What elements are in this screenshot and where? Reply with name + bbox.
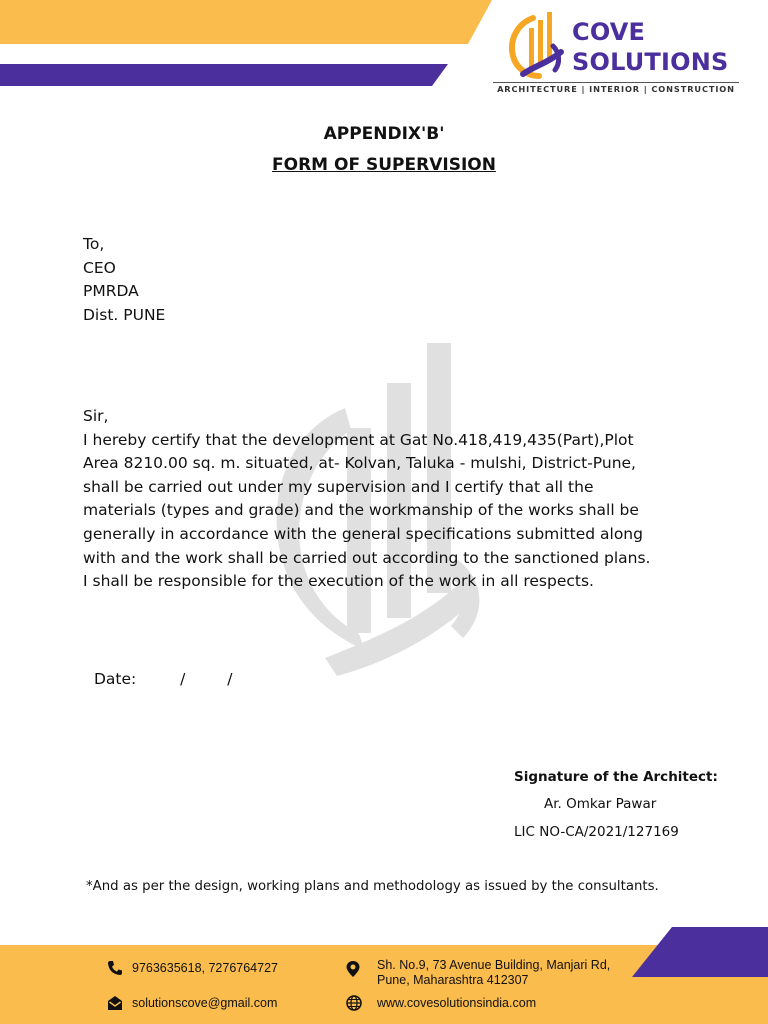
body-line: materials (types and grade) and the workmanship of the works shall be	[83, 501, 639, 520]
signature-title: Signature of the Architect:	[514, 769, 718, 785]
recipient-address	[83, 233, 165, 327]
brand-tagline: ARCHITECTURE | INTERIOR | CONSTRUCTION	[497, 84, 735, 94]
footer-address-line: Pune, Maharashtra 412307	[377, 973, 529, 987]
brand-name-line1: COVE	[572, 18, 646, 46]
body-line: Area 8210.00 sq. m. situated, at- Kolvan, Taluka - mulshi, District-Pune,	[83, 454, 636, 473]
document-title: APPENDIX'B'	[323, 124, 445, 144]
address-line: To,	[83, 235, 105, 253]
footer-email[interactable]: solutionscove@gmail.com	[132, 996, 278, 1010]
footnote: *And as per the design, working plans and methodology as issued by the consultants.	[86, 879, 659, 894]
salutation: Sir,	[83, 407, 109, 425]
company-logo-icon	[505, 6, 567, 84]
date-separator: /	[227, 670, 233, 688]
header-banner	[0, 0, 768, 90]
date-field	[94, 670, 233, 688]
mail-icon	[107, 995, 123, 1011]
architect-name: Ar. Omkar Pawar	[544, 796, 657, 812]
license-number: LIC NO-CA/2021/127169	[514, 824, 679, 840]
body-line: I hereby certify that the development at Gat No.418,419,435(Part),Plot	[83, 430, 634, 449]
footer-phone: 9763635618, 7276764727	[132, 961, 278, 975]
date-label: Date:	[94, 670, 137, 688]
body-line: I shall be responsible for the execution of the work in all respects.	[83, 572, 594, 591]
body-line: generally in accordance with the general specifications submitted along	[83, 524, 643, 543]
body-line: with and the work shall be carried out according to the sanctioned plans.	[83, 548, 651, 567]
location-pin-icon	[345, 960, 361, 978]
address-line: CEO	[83, 258, 116, 277]
body-line: shall be carried out under my supervision and I certify that all the	[83, 477, 594, 496]
globe-icon	[346, 995, 362, 1011]
footer-address	[377, 958, 610, 988]
letter-body	[83, 405, 723, 594]
address-line: Dist. PUNE	[83, 305, 166, 324]
date-separator: /	[180, 670, 186, 688]
address-line: PMRDA	[83, 282, 139, 300]
document-subtitle: FORM OF SUPERVISION	[272, 155, 496, 175]
brand-name-line2: SOLUTIONS	[572, 48, 729, 76]
footer-address-line: Sh. No.9, 73 Avenue Building, Manjari Rd,	[377, 958, 611, 972]
brand-divider	[493, 82, 739, 83]
phone-icon	[107, 960, 123, 976]
footer-website[interactable]: www.covesolutionsindia.com	[377, 996, 537, 1010]
